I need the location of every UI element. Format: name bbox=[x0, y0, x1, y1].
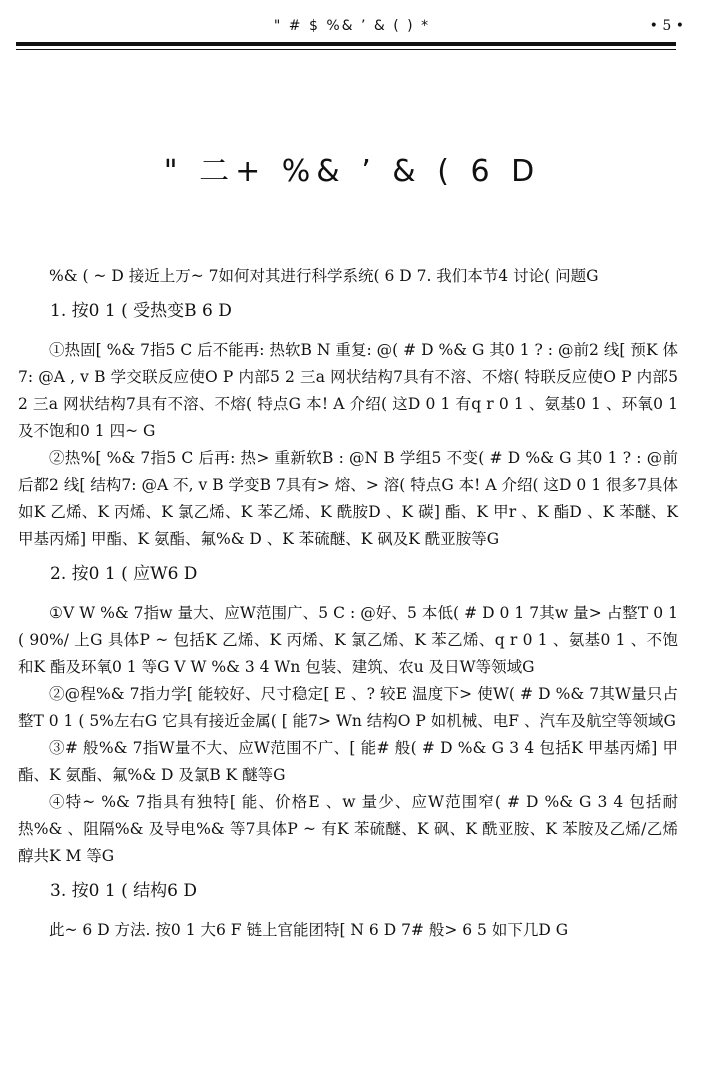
section-heading: 2. 按0 1 ( 应W6 D bbox=[50, 564, 198, 584]
paragraph: ④特~ %& 7指具有独特[ 能、价格E 、w 量少、应W范围窄( # D %& G 3 4 包括耐热%& 、阻隔%& 及导电%& 等7具体P ~ 有K 苯硫醚、K 砜、K 酰亚胺、K 苯胺及乙烯/乙烯醇共K M 等G bbox=[18, 793, 678, 865]
intro-paragraph: %& ( ~ D 接近上万~ 7如何对其进行科学系统( 6 D 7. 我们本节4 讨论( 问题G bbox=[49, 267, 599, 285]
running-header bbox=[16, 18, 688, 38]
body-content bbox=[18, 263, 678, 944]
paragraph: ①V W %& 7指w 量大、应W范围广、5 C : @好、5 本低( # D 0 1 7其w 量> 占整T 0 1 ( 90%/ 上G 具体P ~ 包括K 乙烯、K 丙烯、K 氯乙烯、K 苯乙烯、q r 0 1 、氨基0 1 、不饱和K 酯及环氧0 1 等G V W %& 3 4 Wn 包装、建筑、农u 及日W等领域G bbox=[18, 604, 678, 676]
section-heading: 3. 按0 1 ( 结构6 D bbox=[50, 881, 197, 901]
header-rule-thin bbox=[16, 49, 676, 50]
paragraph: ③# 般%& 7指W量不大、应W范围不广、[ 能# 般( # D %& G 3 4 包括K 甲基丙烯] 甲酯、K 氨酯、氟%& D 及氯B K 醚等G bbox=[18, 739, 678, 784]
section-heading: 1. 按0 1 ( 受热变B 6 D bbox=[50, 301, 232, 321]
page-number: • 5 • bbox=[649, 18, 684, 34]
paragraph: ①热固[ %& 7指5 C 后不能再: 热软B N 重复: @( # D %& G 其0 1 ? : @前2 线[ 预K 体7: @A , v B 学交联反应使O P 内部5 2 三a 网状结构7具有不溶、不熔( 特联反应使O P 内部5 2 三a 网状结构7具有不溶、不熔( 特点G 本! A 介绍( 这D 0 1 有q r 0 1 、氨基0 1 、环氧0 1 及不饱和0 1 四~ G bbox=[18, 341, 678, 440]
chapter-title: " 二+ %& ’ & ( 6 D bbox=[163, 154, 541, 189]
running-title: " # $ %& ’ & ( ) * bbox=[273, 18, 431, 34]
paragraph: ②@程%& 7指力学[ 能较好、尺寸稳定[ E 、? 较E 温度下> 使W( # D %& 7其W量只占整T 0 1 ( 5%左右G 它具有接近金属( [ 能7> Wn 结构O P 如机械、电F 、汽车及航空等领域G bbox=[18, 685, 678, 730]
paragraph: 此~ 6 D 方法. 按0 1 大6 F 链上官能团特[ N 6 D 7# 般> 6 5 如下几D G bbox=[49, 921, 569, 939]
paragraph: ②热%[ %& 7指5 C 后再: 热> 重新软B : @N B 学组5 不变( # D %& G 其0 1 ? : @前后都2 线[ 结构7: @A 不, v B 学变B 7具有> 熔、> 溶( 特点G 本! A 介绍( 这D 0 1 很多7具体如K 乙烯、K 丙烯、K 氯乙烯、K 苯乙烯、K 酰胺D 、K 碳] 酯、K 甲r 、K 酯D 、K 苯醚、K 甲基丙烯] 甲酯、K 氨酯、氟%& D 、K 苯硫醚、K 砜及K 酰亚胺等G bbox=[18, 449, 678, 548]
header-rule-thick bbox=[16, 42, 676, 46]
